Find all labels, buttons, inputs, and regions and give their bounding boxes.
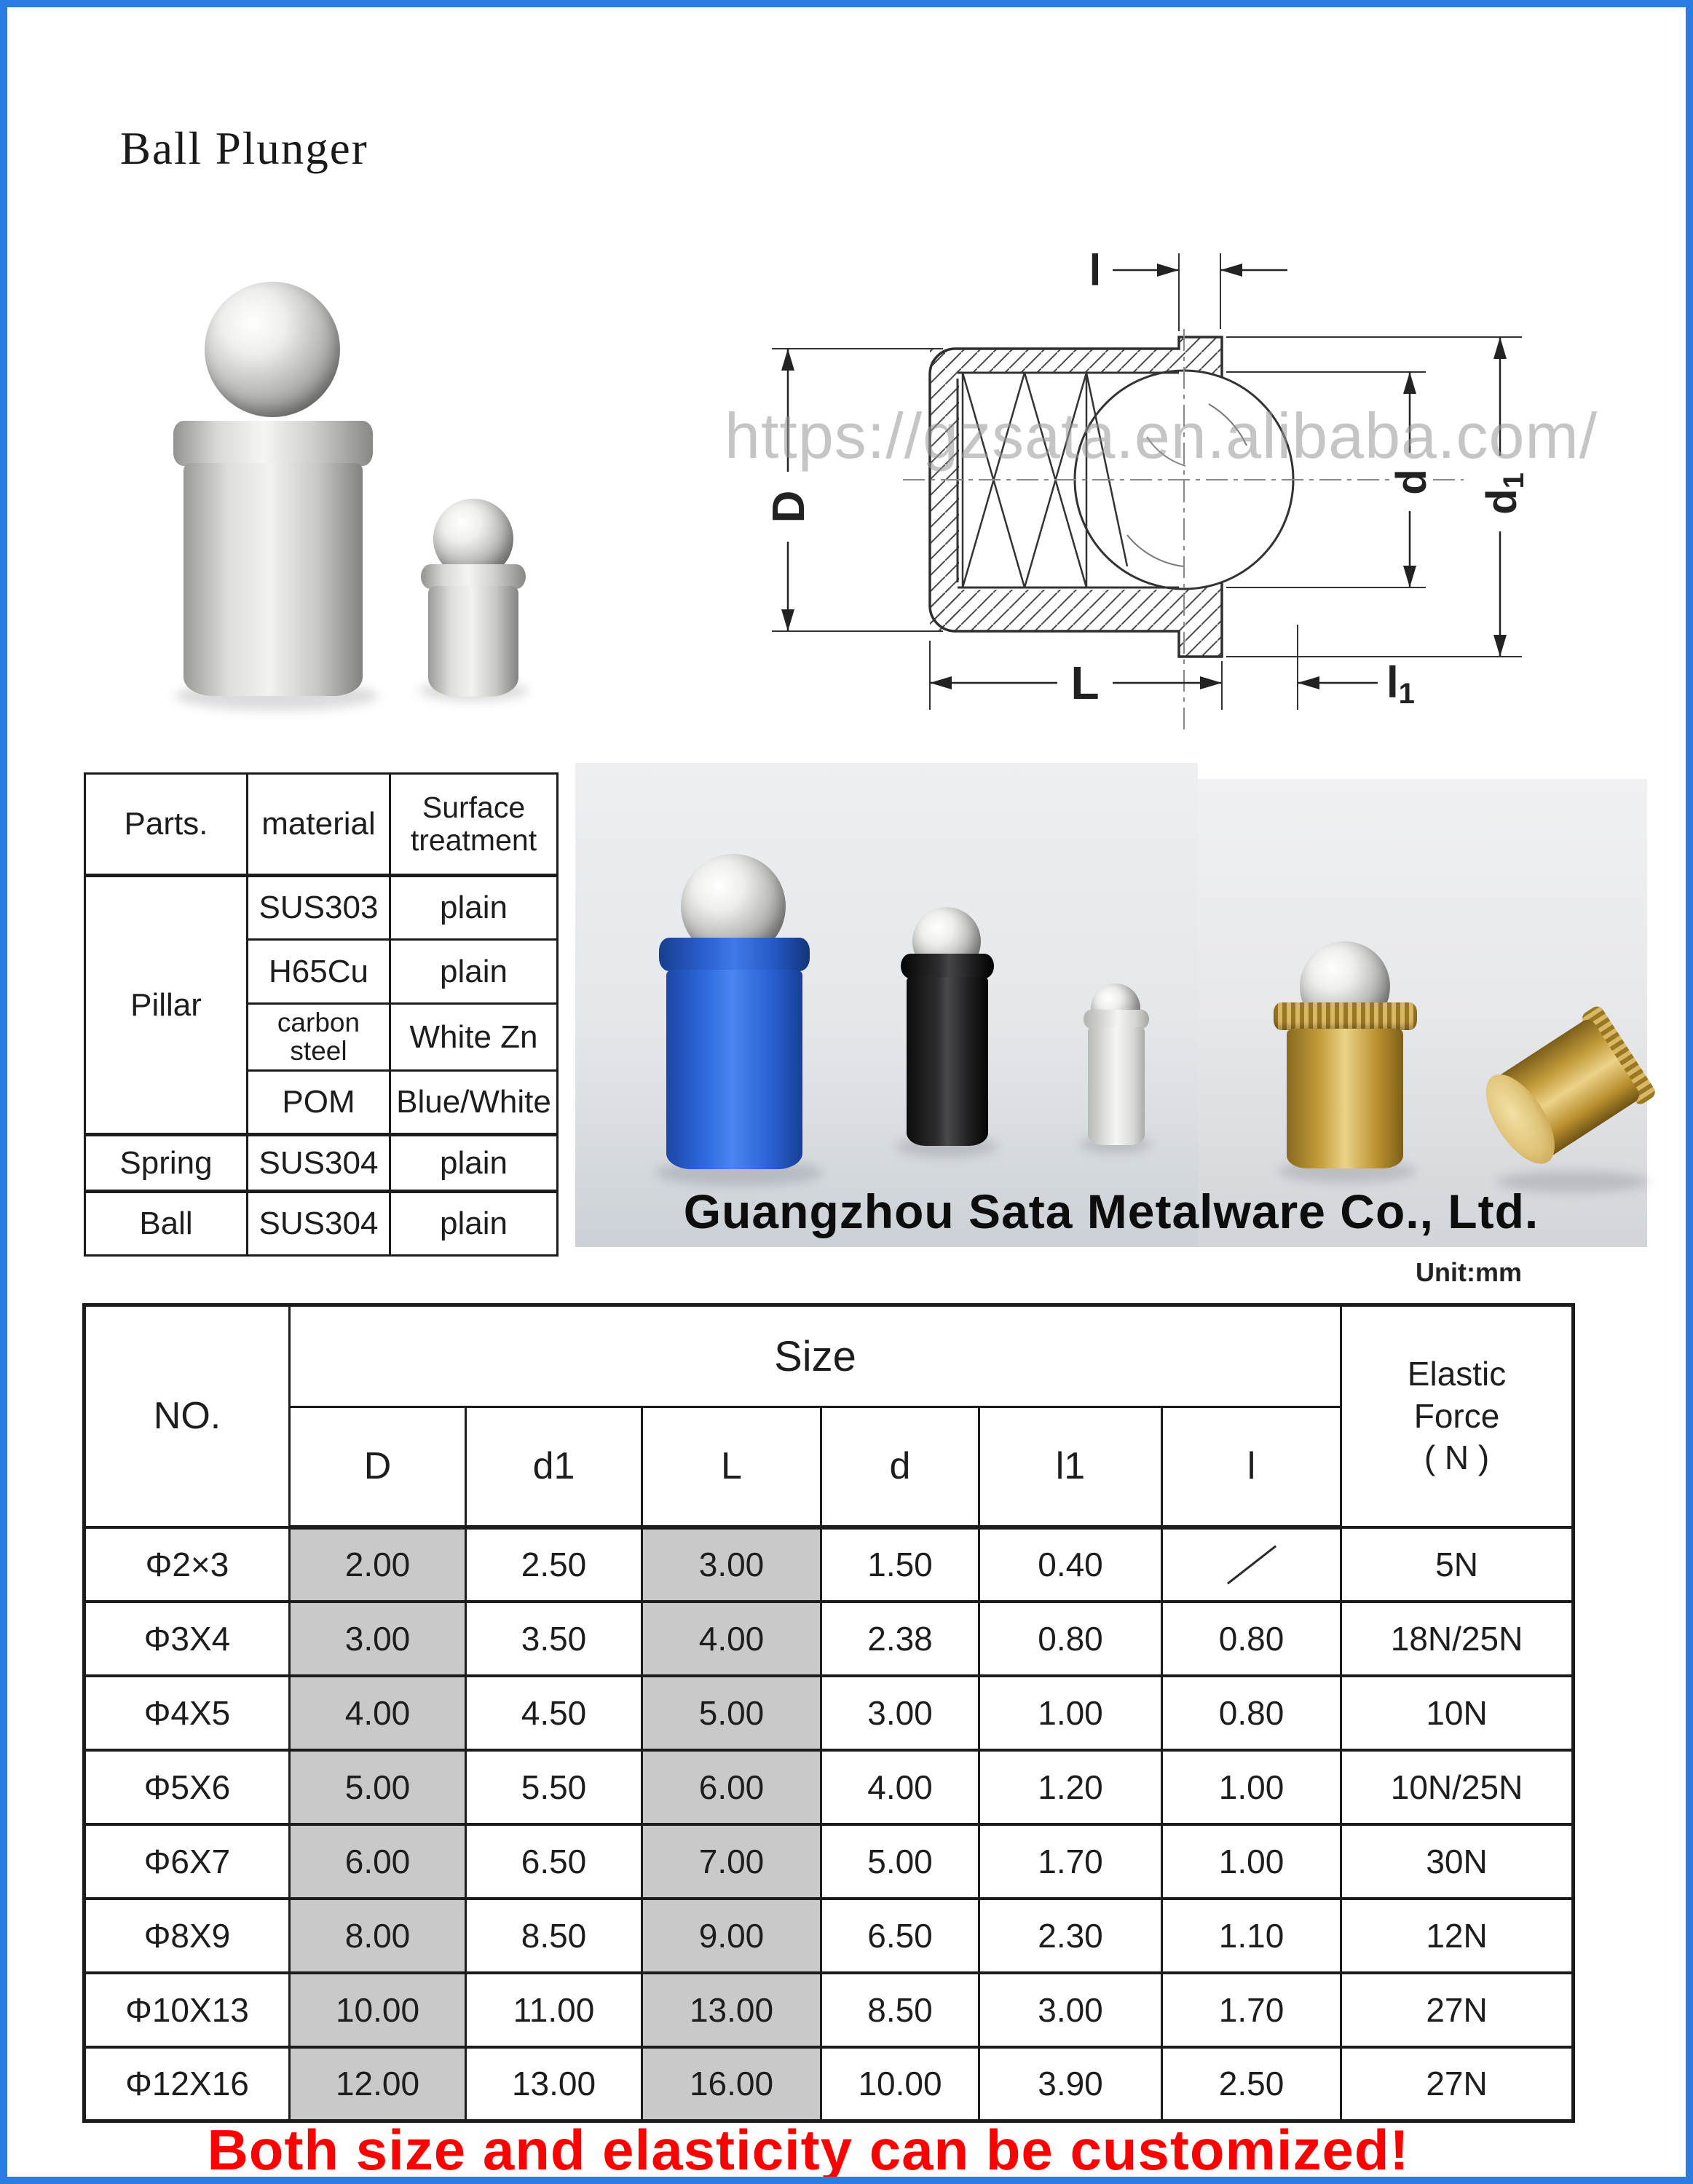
black-plunger-flange	[901, 954, 994, 978]
table-cell: SUS303	[248, 876, 390, 940]
table-cell: 2.50	[1162, 2047, 1341, 2121]
steel-plunger-photo	[87, 269, 568, 713]
size-col-l1: l1	[979, 1407, 1162, 1527]
table-cell: 11.00	[466, 1973, 642, 2047]
blue-plunger-body	[666, 970, 802, 1169]
table-cell: 4.00	[642, 1602, 821, 1676]
table-row	[84, 1527, 1574, 1602]
table-cell: 8.50	[466, 1899, 642, 1973]
dim-label-d: d	[1388, 469, 1435, 495]
table-cell: 3.00	[821, 1676, 979, 1750]
size-col-L: L	[642, 1407, 821, 1527]
table-cell: H65Cu	[248, 940, 390, 1004]
colored-plunger-photo	[575, 763, 1647, 1247]
table-cell: SUS304	[248, 1135, 390, 1192]
white-plunger-body	[1088, 1027, 1145, 1145]
table-cell: 8.50	[821, 1973, 979, 2047]
table-cell: POM	[248, 1071, 390, 1135]
table-cell: 3.00	[979, 1973, 1162, 2047]
size-col-D: D	[290, 1407, 466, 1527]
table-row	[84, 1899, 1574, 1973]
table-cell: 12N	[1341, 1899, 1574, 1973]
table-cell: Φ3X4	[84, 1602, 290, 1676]
table-cell: plain	[390, 940, 558, 1004]
size-header-elastic	[1341, 1305, 1574, 1527]
table-row	[84, 1602, 1574, 1676]
table-cell: 5N	[1341, 1527, 1574, 1602]
table-cell: 3.00	[290, 1602, 466, 1676]
size-col-d1: d1	[466, 1407, 642, 1527]
blue-plunger-flange	[659, 938, 810, 971]
table-cell: 1.10	[1162, 1899, 1341, 1973]
table-cell: Blue/White	[390, 1071, 558, 1135]
steel-ball-large	[205, 282, 340, 417]
table-cell: 10.00	[290, 1973, 466, 2047]
table-cell: 5.00	[290, 1750, 466, 1824]
table-cell: 4.00	[290, 1676, 466, 1750]
table-cell: 1.50	[821, 1527, 979, 1602]
dim-label-d1-base: d	[1478, 488, 1526, 515]
steel-flange-large	[173, 421, 373, 466]
customization-note: Both size and elasticity can be customized!	[207, 2118, 1410, 2182]
table-cell: 0.80	[1162, 1676, 1341, 1750]
table-cell: 9.00	[642, 1899, 821, 1973]
parts-header-parts: Parts.	[85, 774, 248, 876]
hatch-bottom-wall	[930, 590, 1179, 631]
table-row	[84, 1973, 1574, 2047]
technical-diagram	[728, 240, 1689, 764]
table-row	[84, 1824, 1574, 1899]
table-cell: Φ2×3	[84, 1527, 290, 1602]
table-cell: 8.00	[290, 1899, 466, 1973]
table-cell: carbon steel	[248, 1004, 390, 1071]
table-cell: 13.00	[642, 1973, 821, 2047]
table-cell: 6.00	[642, 1750, 821, 1824]
table-cell: 0.80	[1162, 1602, 1341, 1676]
table-cell: 1.70	[979, 1824, 1162, 1899]
table-cell: 30N	[1341, 1824, 1574, 1899]
table-cell: 6.50	[821, 1899, 979, 1973]
dim-label-l1-base: l	[1386, 658, 1399, 707]
white-plunger-flange	[1084, 1010, 1149, 1029]
page-title: Ball Plunger	[120, 123, 368, 174]
table-cell: Φ5X6	[84, 1750, 290, 1824]
elastic-line: Force	[1413, 1396, 1500, 1435]
table-cell: 5.00	[642, 1676, 821, 1750]
black-plunger-body	[907, 977, 988, 1146]
table-cell: 5.50	[466, 1750, 642, 1824]
table-cell: 16.00	[642, 2047, 821, 2121]
dim-label-D: D	[764, 490, 814, 523]
table-cell: 12.00	[290, 2047, 466, 2121]
table-cell: 2.50	[466, 1527, 642, 1602]
table-cell: Φ6X7	[84, 1824, 290, 1899]
table-cell: 3.50	[466, 1602, 642, 1676]
table-cell: 27N	[1341, 1973, 1574, 2047]
parts-header-surface: Surface treatment	[390, 774, 558, 876]
table-cell: 2.30	[979, 1899, 1162, 1973]
size-header-no: NO.	[84, 1305, 290, 1527]
brass-plunger-body	[1287, 1029, 1403, 1168]
table-cell-empty	[1162, 1527, 1341, 1602]
company-name: Guangzhou Sata Metalware Co., Ltd.	[683, 1184, 1539, 1238]
table-cell: 0.40	[979, 1527, 1162, 1602]
table-cell: 13.00	[466, 2047, 642, 2121]
steel-flange-small	[421, 564, 526, 589]
elastic-line: Elastic	[1407, 1355, 1507, 1393]
table-cell: 6.50	[466, 1824, 642, 1899]
steel-body-large	[183, 463, 363, 696]
table-row	[84, 2047, 1574, 2121]
table-cell: 5.00	[821, 1824, 979, 1899]
size-col-d: d	[821, 1407, 979, 1527]
parts-cell-spring: Spring	[85, 1135, 248, 1192]
table-cell: 1.70	[1162, 1973, 1341, 2047]
empty-slash-mark	[1226, 1545, 1276, 1584]
elastic-line: ( N )	[1424, 1439, 1490, 1476]
table-cell: 4.00	[821, 1750, 979, 1824]
table-cell: Φ4X5	[84, 1676, 290, 1750]
table-cell: 4.50	[466, 1676, 642, 1750]
parts-cell-pillar: Pillar	[85, 876, 248, 1135]
table-cell: 1.00	[1162, 1750, 1341, 1824]
table-cell: 27N	[1341, 2047, 1574, 2121]
table-cell: 10N	[1341, 1676, 1574, 1750]
table-cell: 0.80	[979, 1602, 1162, 1676]
table-cell: plain	[390, 1135, 558, 1192]
hatch-top-wall	[930, 349, 1179, 373]
table-cell: White Zn	[390, 1004, 558, 1071]
dim-label-L: L	[1070, 657, 1100, 709]
table-cell: Φ10X13	[84, 1973, 290, 2047]
table-cell: 1.00	[979, 1676, 1162, 1750]
table-cell: 3.90	[979, 2047, 1162, 2121]
parts-cell-ball: Ball	[85, 1192, 248, 1256]
table-cell: SUS304	[248, 1192, 390, 1256]
table-cell: 3.00	[642, 1527, 821, 1602]
table-cell: 18N/25N	[1341, 1602, 1574, 1676]
table-cell: Φ12X16	[84, 2047, 290, 2121]
table-cell: 10N/25N	[1341, 1750, 1574, 1824]
parts-header-material: material	[248, 774, 390, 876]
table-cell: Φ8X9	[84, 1899, 290, 1973]
brass-plunger-flange	[1274, 1002, 1417, 1030]
dim-label-l: l	[1089, 246, 1102, 295]
table-cell: plain	[390, 1192, 558, 1256]
table-cell: 1.00	[1162, 1824, 1341, 1899]
dim-label-l1-sub: 1	[1398, 678, 1415, 710]
table-cell: 2.38	[821, 1602, 979, 1676]
parts-material-table	[84, 772, 559, 1257]
table-cell: 10.00	[821, 2047, 979, 2121]
table-cell: 2.00	[290, 1527, 466, 1602]
table-row	[84, 1676, 1574, 1750]
size-col-l: l	[1162, 1407, 1341, 1527]
size-header-size: Size	[290, 1305, 1341, 1407]
table-cell: plain	[390, 876, 558, 940]
unit-label: Unit:mm	[1416, 1257, 1522, 1287]
table-cell: 6.00	[290, 1824, 466, 1899]
table-cell: 7.00	[642, 1824, 821, 1899]
dim-label-d1-sub: 1	[1498, 472, 1530, 489]
steel-body-small	[428, 586, 518, 697]
table-row	[84, 1750, 1574, 1824]
watermark-url: https://gzsata.en.alibaba.com/	[725, 400, 1598, 472]
table-cell: 1.20	[979, 1750, 1162, 1824]
size-table	[82, 1303, 1575, 2123]
dim-label-l1	[1386, 658, 1415, 710]
hatch-left-wall	[930, 349, 959, 631]
